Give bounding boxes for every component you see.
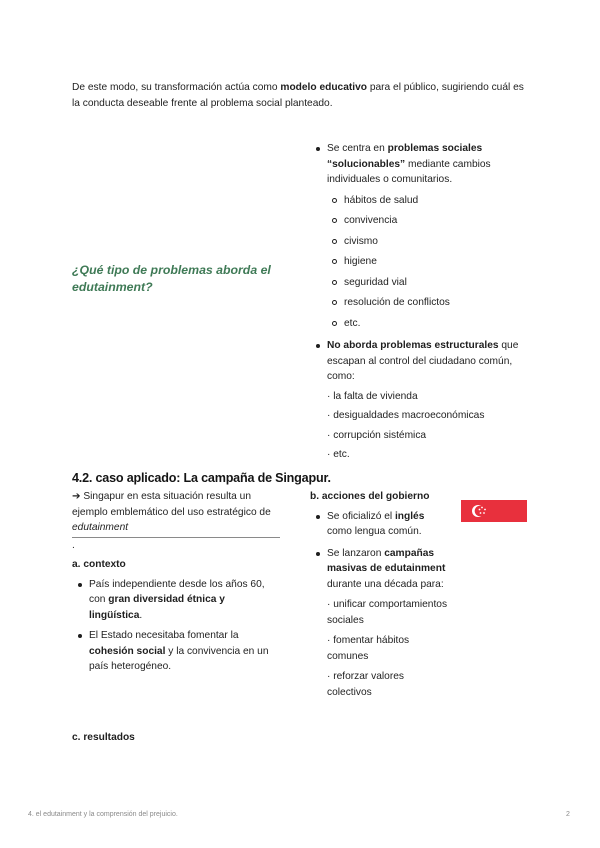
page-number: 2 <box>566 811 570 818</box>
sub-list-item: civismo <box>344 234 527 250</box>
dash-item: · unificar comportamientos sociales <box>327 599 448 626</box>
list-item: Se lanzaron campañas masivas de edutainment durante una década para: · unificar comportamientos sociales · fomentar hábitos comunes · reforzar valores colectivos <box>327 546 450 701</box>
sub-list-item: hábitos de salud <box>344 193 527 209</box>
question-heading: ¿Qué tipo de problemas aborda el edutainment? <box>72 263 271 295</box>
sub-list-item: higiene <box>344 254 527 270</box>
intro-paragraph: De este modo, su transformación actúa como modelo educativo para el público, sugiriendo cuál es la conducta deseable frente al problema social planteado. <box>72 82 524 109</box>
list-item: No aborda problemas estructurales que escapan al control del ciudadano común, como: · la falta de vivienda · desigualdades macroeconómicas · corrupción sistémica · etc. <box>327 338 527 463</box>
dash-item: · la falta de vivienda <box>327 390 418 402</box>
list-item: Se centra en problemas sociales “solucionables” mediante cambios individuales o comunitarios. hábitos de salud convivencia civismo higiene seguridad vial resolución de conflictos etc. <box>327 141 527 331</box>
actions-heading: b. acciones del gobierno <box>310 491 430 502</box>
results-heading: c. resultados <box>72 732 135 743</box>
sub-list <box>344 193 527 332</box>
list-item: El Estado necesitaba fomentar la cohesión social y la convivencia en un país heterogéneo. <box>89 628 280 675</box>
dash-list <box>327 597 450 700</box>
dash-item: · fomentar hábitos comunes <box>327 635 410 662</box>
sub-list-item: etc. <box>344 316 527 332</box>
dash-item: · corrupción sistémica <box>327 429 427 441</box>
singapore-flag-icon <box>461 500 527 522</box>
list-item: País independiente desde los años 60, con gran diversidad étnica y lingüística. <box>89 577 280 624</box>
sub-list-item: resolución de conflictos <box>344 295 527 311</box>
sub-list-item: convivencia <box>344 213 527 229</box>
sub-list-item: seguridad vial <box>344 275 527 291</box>
context-column <box>72 489 280 680</box>
problems-list <box>327 141 527 463</box>
government-actions-column <box>310 489 450 706</box>
list-item: Se oficializó el inglés como lengua común. <box>327 509 450 540</box>
dash-item: · reforzar valores colectivos <box>327 671 404 698</box>
section-title: 4.2. caso aplicado: La campaña de Singapur. <box>72 471 331 485</box>
dash-item: · etc. <box>327 449 350 460</box>
dash-list <box>327 389 527 463</box>
emblematic-underline: ejemplo emblemático del uso estratégico de edutainment <box>72 505 280 538</box>
footer-text: 4. el edutainment y la comprensión del prejuicio. <box>28 811 178 818</box>
dash-item: · desigualdades macroeconómicas <box>327 410 485 421</box>
lead-text: ➔ Singapur en esta situación resulta un ejemplo emblemático del uso estratégico de edutainment. <box>72 489 280 553</box>
context-heading: a. contexto <box>72 559 126 570</box>
